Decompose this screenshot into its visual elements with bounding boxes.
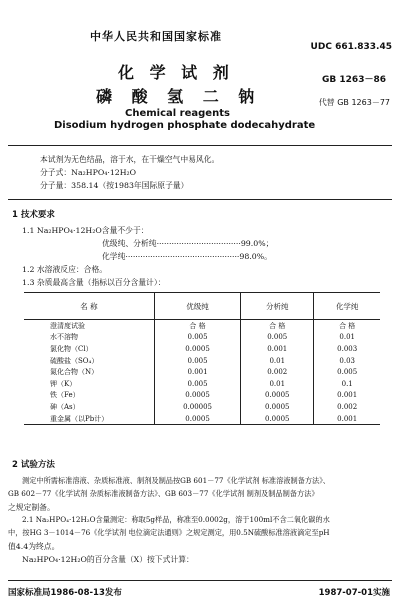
cell: 0.002 bbox=[314, 401, 380, 413]
section2-heading: 2 试验方法 bbox=[12, 460, 55, 470]
cell: 0.005 bbox=[155, 378, 241, 390]
row-name: 钾（K） bbox=[50, 379, 77, 388]
table-row bbox=[24, 413, 380, 425]
footer-rule bbox=[8, 580, 392, 581]
section-1-1-a: 优级纯、分析纯··································99.0%； bbox=[102, 239, 274, 248]
effective-date: 1987-07-01实施 bbox=[318, 588, 390, 598]
col-analytical: 分析纯 bbox=[241, 293, 314, 320]
col-guaranteed: 优级纯 bbox=[155, 293, 241, 320]
cell: 0.005 bbox=[155, 332, 241, 344]
section-2-1-line2: 中，按HG 3－1014－76《化学试剂 电位滴定法通则》之规定测定，用0.5N硫酸标准溶液滴定至pH bbox=[8, 528, 330, 537]
cell: 0.005 bbox=[241, 332, 314, 344]
section-1-2: 1.2 水溶液反应：合格。 bbox=[22, 265, 108, 274]
document-subtitle: 磷 酸 氢 二 钠 bbox=[96, 87, 262, 106]
row-name: 氮化合物（N） bbox=[50, 368, 99, 377]
udc-code: UDC 661.833.45 bbox=[310, 42, 392, 52]
row-name: 铁（Fe） bbox=[50, 391, 80, 400]
table-row bbox=[24, 355, 380, 367]
cell: 合 格 bbox=[241, 320, 314, 332]
cell: 0.03 bbox=[314, 355, 380, 367]
cell: 合 格 bbox=[314, 320, 380, 332]
section-1-3: 1.3 杂质最高含量（指标以百分含量计）： bbox=[22, 278, 166, 287]
replaces-note: 代替 GB 1263－77 bbox=[318, 98, 390, 107]
cell: 0.0005 bbox=[241, 390, 314, 402]
intro-rule bbox=[8, 199, 392, 200]
table-row bbox=[24, 366, 380, 378]
gb-number: GB 1263－86 bbox=[322, 75, 386, 85]
english-title-2: Disodium hydrogen phosphate dodecahydrate bbox=[54, 120, 316, 131]
document-title: 化 学 试 剂 bbox=[118, 63, 234, 82]
section-1-1-b: 化学纯··············································98.0%。 bbox=[102, 252, 272, 261]
col-name: 名 称 bbox=[24, 293, 155, 320]
row-name: 砷（As） bbox=[50, 402, 80, 411]
cell: 0.1 bbox=[314, 378, 380, 390]
intro-formula: 分子式：Na₂HPO₄·12H₂O bbox=[40, 168, 137, 177]
cell: 0.01 bbox=[241, 355, 314, 367]
row-name: 澄清度试验 bbox=[50, 321, 85, 330]
intro-weight: 分子量：358.14（按1983年国际原子量） bbox=[40, 181, 189, 190]
header-rule bbox=[8, 145, 392, 146]
cell: 0.001 bbox=[314, 413, 380, 425]
table-row bbox=[24, 401, 380, 413]
table-row bbox=[24, 378, 380, 390]
row-name: 水不溶物 bbox=[50, 333, 78, 342]
section2-para-line3: 之规定制备。 bbox=[8, 503, 55, 512]
cell: 0.003 bbox=[314, 343, 380, 355]
intro-line: 本试剂为无色结晶，溶于水，在干燥空气中易风化。 bbox=[40, 155, 220, 164]
cell: 0.0005 bbox=[241, 413, 314, 425]
row-name: 氯化物（Cl） bbox=[50, 344, 93, 353]
cell: 0.001 bbox=[241, 343, 314, 355]
section-2-1-line4: Na₂HPO₄·12H₂O的百分含量（X）按下式计算： bbox=[22, 555, 194, 564]
table-header-row bbox=[24, 293, 380, 320]
issued-date: 国家标准局1986-08-13发布 bbox=[8, 588, 122, 598]
table-row bbox=[24, 332, 380, 344]
cell: 0.01 bbox=[314, 332, 380, 344]
cell: 合 格 bbox=[155, 320, 241, 332]
row-name: 硫酸盐（SO₄） bbox=[50, 356, 99, 365]
section1-heading: 1 技术要求 bbox=[12, 210, 55, 220]
cell: 0.0005 bbox=[241, 401, 314, 413]
section-2-1-line3: 值4.4为终点。 bbox=[8, 542, 60, 551]
cell: 0.002 bbox=[241, 366, 314, 378]
section-1-1: 1.1 Na₂HPO₄·12H₂O含量不少于： bbox=[22, 226, 149, 235]
cell: 0.00005 bbox=[155, 401, 241, 413]
cell: 0.0005 bbox=[155, 413, 241, 425]
cell: 0.0005 bbox=[155, 343, 241, 355]
row-name: 重金属（以Pb计） bbox=[24, 413, 155, 425]
table-row bbox=[24, 320, 380, 332]
table-row bbox=[24, 343, 380, 355]
cell: 0.005 bbox=[155, 355, 241, 367]
english-title-1: Chemical reagents bbox=[125, 108, 230, 119]
cell: 0.001 bbox=[314, 390, 380, 402]
cell: 0.01 bbox=[241, 378, 314, 390]
cell: 0.001 bbox=[155, 366, 241, 378]
standard-org-title: 中华人民共和国国家标准 bbox=[90, 30, 222, 43]
section2-para-line2: GB 602－77《化学试剂 杂质标准液制备方法》、GB 603－77《化学试剂 制剂及制品制备方法》 bbox=[8, 489, 319, 498]
cell: 0.005 bbox=[314, 366, 380, 378]
section-2-1-line1: 2.1 Na₂HPO₄·12H₂O含量测定：称取5g样品，称准至0.0002g，溶于100ml不含二氧化碳的水 bbox=[22, 515, 330, 524]
cell: 0.0005 bbox=[155, 390, 241, 402]
col-chemical: 化学纯 bbox=[314, 293, 380, 320]
impurity-table bbox=[24, 292, 380, 425]
section2-para-line1: 测定中所需标准溶液、杂质标准液、制剂及制品按GB 601－77《化学试剂 标准溶液制备方法》、 bbox=[22, 476, 330, 485]
table-row bbox=[24, 390, 380, 402]
